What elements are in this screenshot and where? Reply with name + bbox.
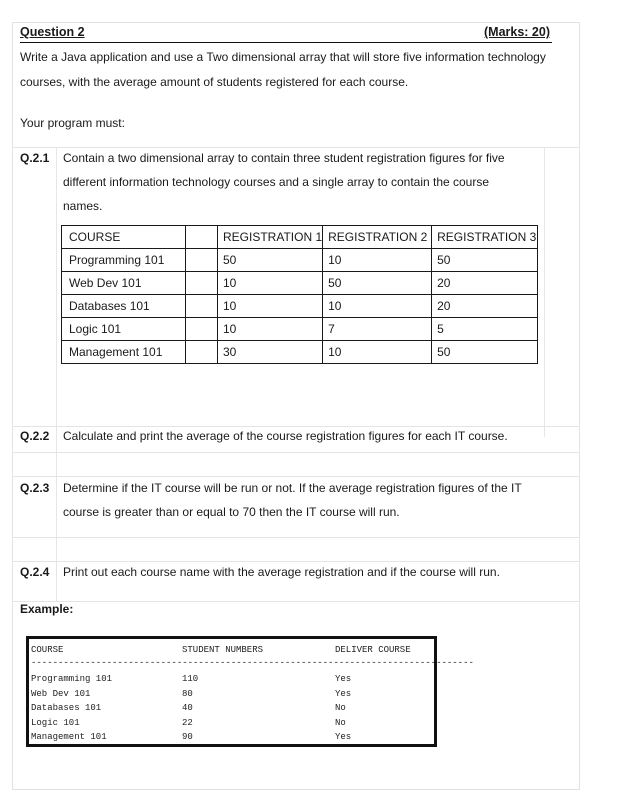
q1-line: different information technology courses and a single array to contain the course: [63, 175, 490, 189]
table-cell: Logic 101: [62, 318, 186, 341]
table-cell: [186, 249, 218, 272]
table-cell: 7: [323, 318, 432, 341]
example-course: Web Dev 101: [31, 689, 91, 699]
example-number: 80: [182, 689, 193, 699]
table-cell: [186, 295, 218, 318]
example-course: Databases 101: [31, 703, 102, 713]
q4-number: Q.2.4: [20, 565, 50, 579]
q1-line: Contain a two dimensional array to contain three student registration figures for five: [63, 151, 505, 165]
q1-line: names.: [63, 199, 103, 213]
grid-rule: [544, 147, 545, 437]
table-cell: 10: [218, 272, 323, 295]
question-title: Question 2: [20, 25, 85, 39]
table-cell: 5: [432, 318, 538, 341]
table-cell: 50: [218, 249, 323, 272]
grid-rule: [12, 537, 580, 538]
q2-number: Q.2.2: [20, 429, 50, 443]
intro-line: Write a Java application and use a Two dimensional array that will store five information technology: [20, 50, 546, 64]
table-cell: Management 101: [62, 341, 186, 364]
example-course: Management 101: [31, 732, 107, 742]
table-cell: 10: [323, 295, 432, 318]
table-row: [62, 341, 538, 364]
grid-rule: [12, 147, 580, 148]
example-course: Programming 101: [31, 674, 113, 684]
table-cell: 50: [432, 341, 538, 364]
example-number: 90: [182, 732, 193, 742]
table-row: [62, 272, 538, 295]
q2-text: Calculate and print the average of the course registration figures for each IT course.: [63, 429, 508, 443]
table-cell: [186, 341, 218, 364]
example-number: 40: [182, 703, 193, 713]
registration-table: [61, 225, 538, 364]
table-header-cell: REGISTRATION 1: [218, 226, 323, 249]
example-deliver: Yes: [335, 732, 352, 742]
table-cell: [186, 272, 218, 295]
table-row: [62, 249, 538, 272]
table-row: [62, 318, 538, 341]
q3-number: Q.2.3: [20, 481, 50, 495]
table-row: [62, 295, 538, 318]
must-label: Your program must:: [20, 116, 125, 130]
example-label: Example:: [20, 602, 74, 616]
example-number: 110: [182, 674, 199, 684]
table-cell: 10: [218, 295, 323, 318]
table-cell: Programming 101: [62, 249, 186, 272]
table-cell: 50: [432, 249, 538, 272]
question-marks: (Marks: 20): [484, 25, 550, 39]
example-separator: ----------------------------------------------------------------------------------: [31, 658, 474, 668]
example-deliver: Yes: [335, 674, 352, 684]
grid-rule: [12, 601, 580, 602]
example-header: COURSE: [31, 645, 64, 655]
table-header-row: [62, 226, 538, 249]
example-deliver: No: [335, 703, 346, 713]
table-cell: 20: [432, 295, 538, 318]
grid-rule: [12, 476, 580, 477]
example-deliver: Yes: [335, 689, 352, 699]
q3-line: Determine if the IT course will be run or not. If the average registration figures of the IT: [63, 481, 522, 495]
table-cell: 20: [432, 272, 538, 295]
table-cell: 10: [323, 341, 432, 364]
table-cell: 30: [218, 341, 323, 364]
table-cell: 10: [323, 249, 432, 272]
example-output-box: [26, 636, 474, 747]
table-cell: Web Dev 101: [62, 272, 186, 295]
intro-line: courses, with the average amount of students registered for each course.: [20, 75, 409, 89]
q4-text: Print out each course name with the average registration and if the course will run.: [63, 565, 500, 579]
table-cell: 50: [323, 272, 432, 295]
grid-rule: [12, 452, 580, 453]
grid-rule: [56, 147, 57, 601]
example-course: Logic 101: [31, 718, 80, 728]
q3-line: course is greater than or equal to 70 then the IT course will run.: [63, 505, 400, 519]
table-header-cell: COURSE: [62, 226, 186, 249]
table-cell: Databases 101: [62, 295, 186, 318]
example-header: STUDENT NUMBERS: [182, 645, 264, 655]
table-header-cell: [186, 226, 218, 249]
example-number: 22: [182, 718, 193, 728]
table-cell: [186, 318, 218, 341]
question-header: [20, 24, 552, 43]
grid-rule: [12, 426, 580, 427]
table-header-cell: REGISTRATION 3: [432, 226, 538, 249]
example-header: DELIVER COURSE: [335, 645, 411, 655]
table-cell: 10: [218, 318, 323, 341]
q1-number: Q.2.1: [20, 151, 50, 165]
example-deliver: No: [335, 718, 346, 728]
table-header-cell: REGISTRATION 2: [323, 226, 432, 249]
grid-rule: [12, 561, 580, 562]
